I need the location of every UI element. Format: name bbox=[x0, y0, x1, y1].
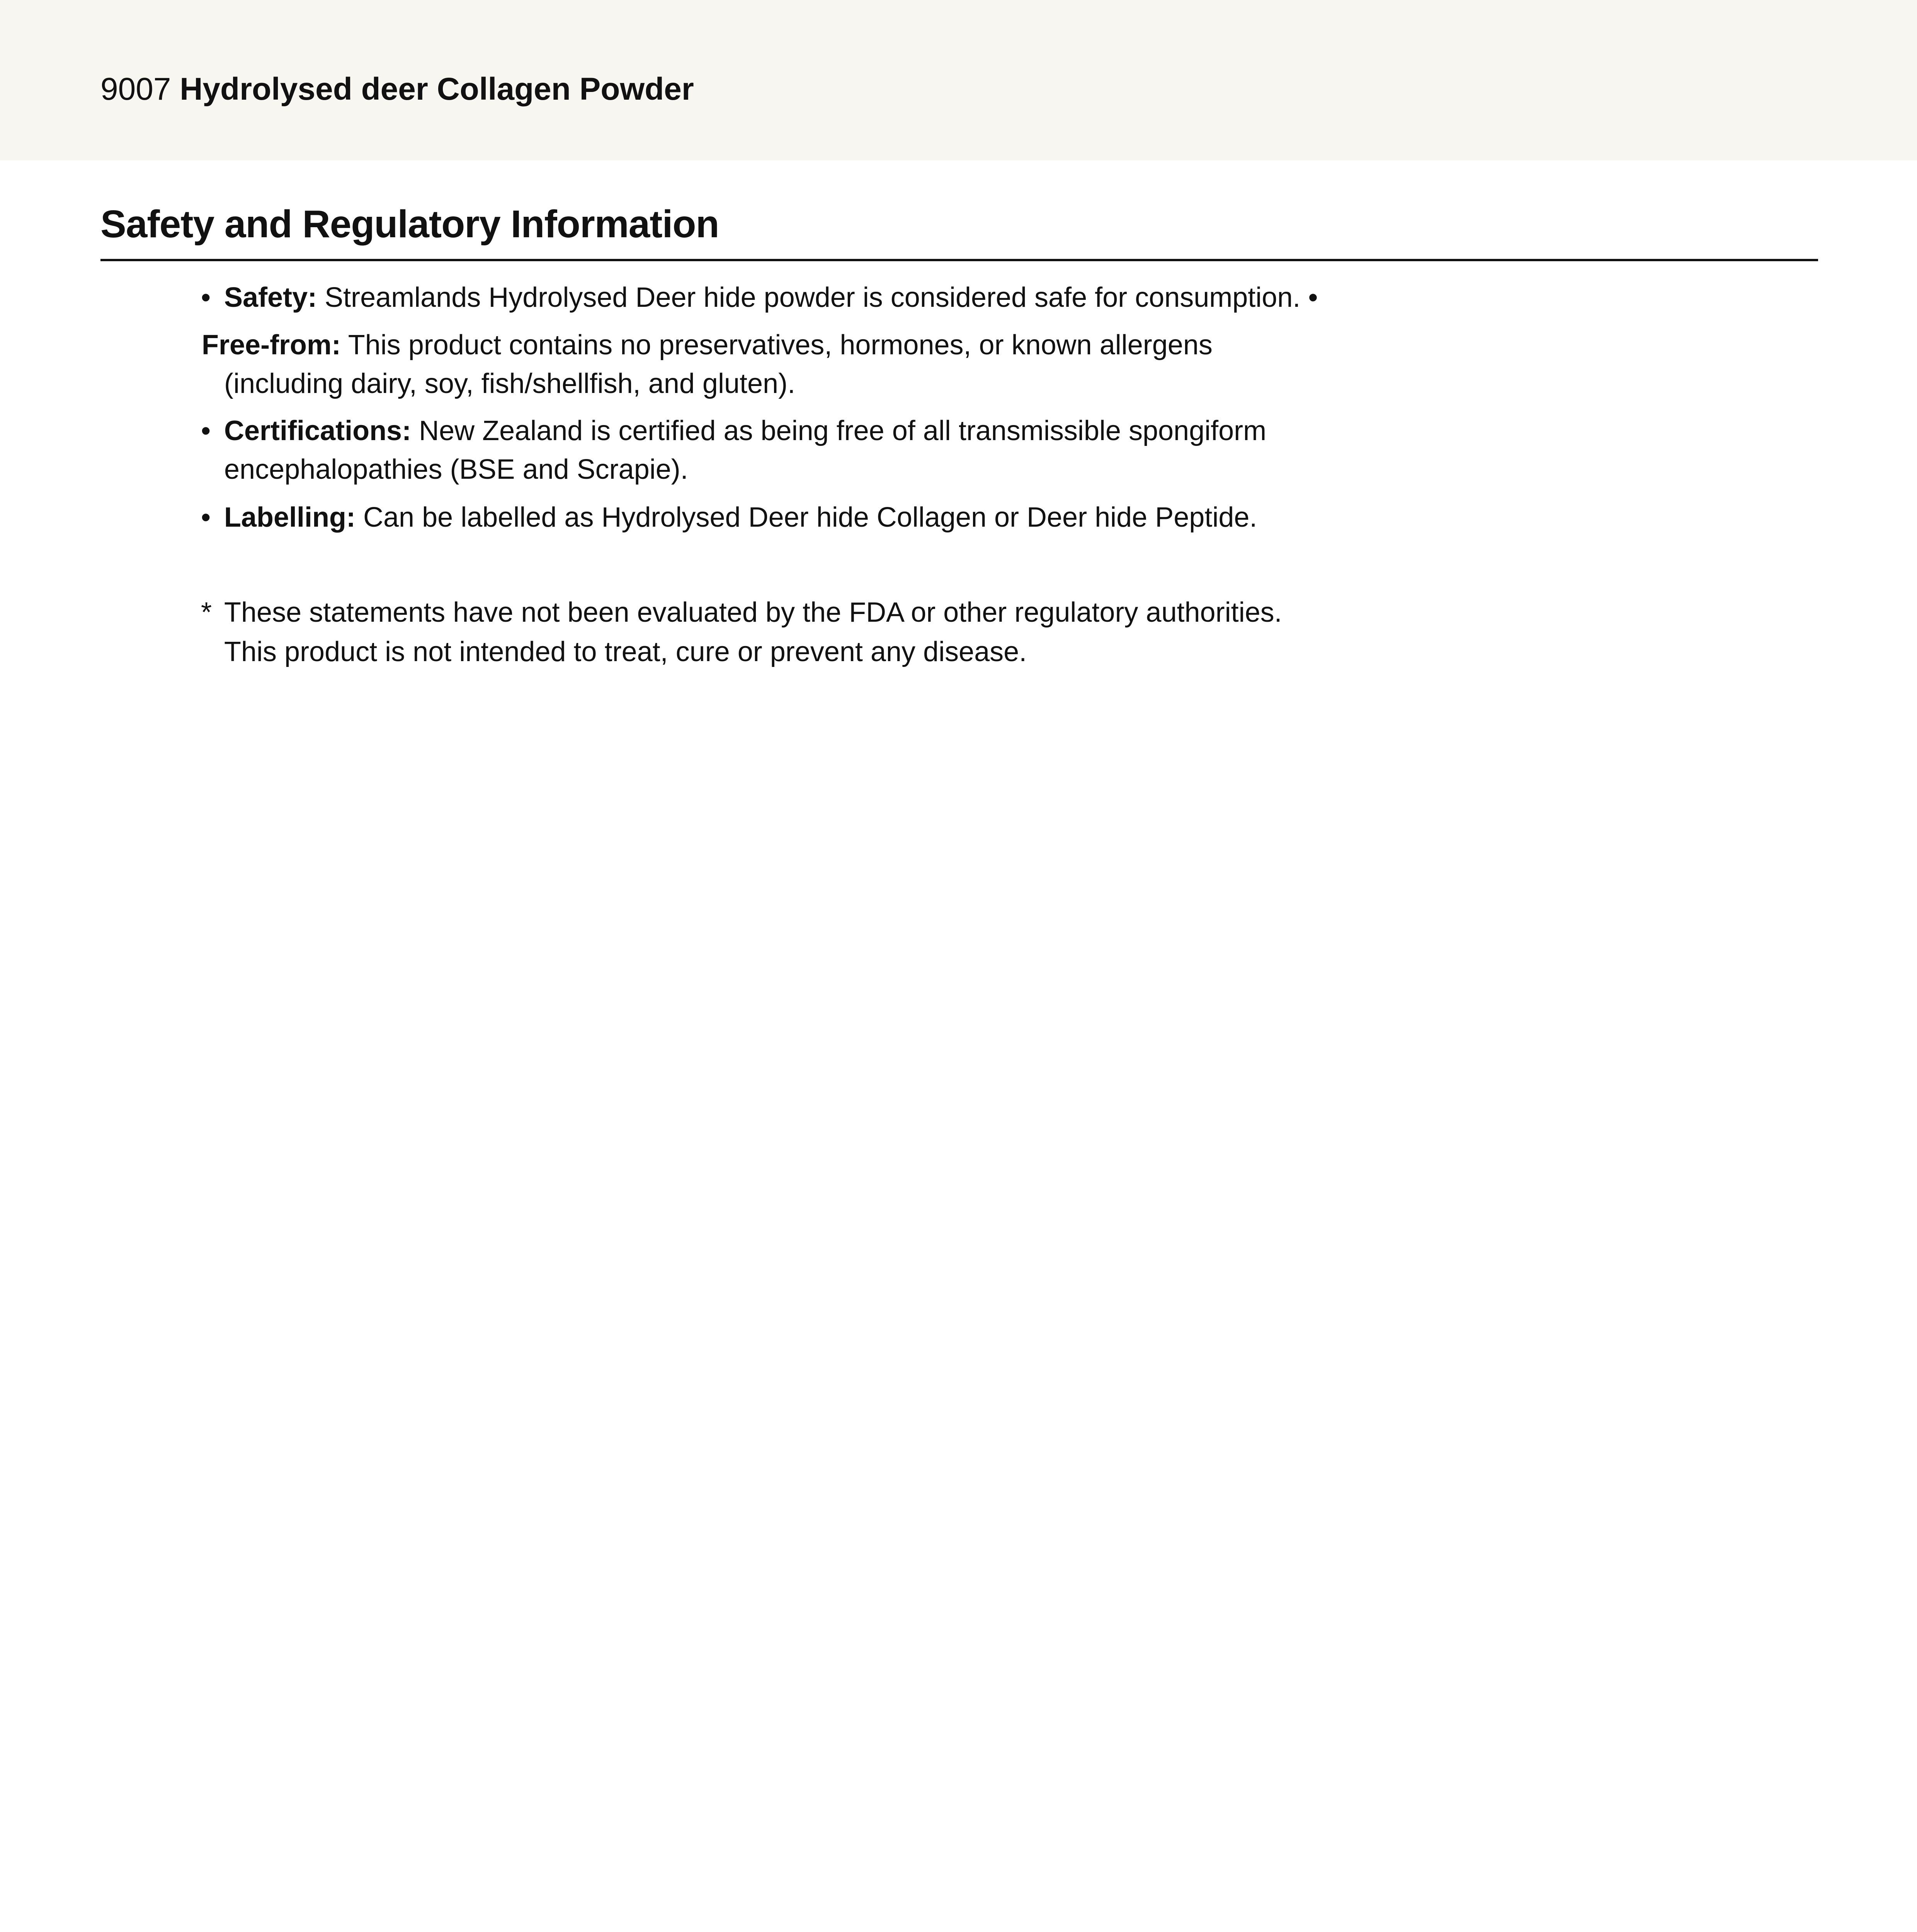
safety-item-text-continued: (including dairy, soy, fish/shellfish, and gluten). bbox=[224, 368, 796, 399]
safety-item-label: Safety: bbox=[224, 282, 317, 313]
bullet-marker: • bbox=[201, 415, 211, 446]
safety-item-labelling bbox=[224, 498, 1257, 537]
bullet-marker: • bbox=[201, 502, 211, 533]
safety-item-text: Streamlands Hydrolysed Deer hide powder is considered safe for consumption. • bbox=[325, 282, 1318, 313]
product-name: Hydrolysed deer Collagen Powder bbox=[180, 71, 694, 107]
safety-item-text: Can be labelled as Hydrolysed Deer hide Collagen or Deer hide Peptide. bbox=[363, 502, 1257, 533]
safety-item-certifications bbox=[224, 412, 1266, 450]
safety-item-label: Certifications: bbox=[224, 415, 412, 446]
safety-item-text-continued: encephalopathies (BSE and Scrapie). bbox=[224, 454, 688, 485]
page-title bbox=[100, 73, 694, 105]
section-divider bbox=[100, 259, 1818, 261]
safety-item-label: Free-from: bbox=[202, 330, 341, 361]
section-title: Safety and Regulatory Information bbox=[100, 202, 719, 246]
regulatory-note-line: These statements have not been evaluated by the FDA or other regulatory authorities. bbox=[224, 597, 1282, 628]
safety-item-free-from bbox=[202, 326, 1213, 364]
note-marker: * bbox=[201, 597, 212, 628]
safety-item-safety bbox=[224, 278, 1318, 317]
bullet-marker: • bbox=[201, 282, 211, 313]
safety-item-text: This product contains no preservatives, hormones, or known allergens bbox=[348, 330, 1213, 361]
regulatory-note-line: This product is not intended to treat, cure or prevent any disease. bbox=[224, 636, 1027, 667]
safety-item-label: Labelling: bbox=[224, 502, 356, 533]
product-code: 9007 bbox=[100, 71, 171, 107]
safety-item-text: New Zealand is certified as being free of all transmissible spongiform bbox=[419, 415, 1267, 446]
